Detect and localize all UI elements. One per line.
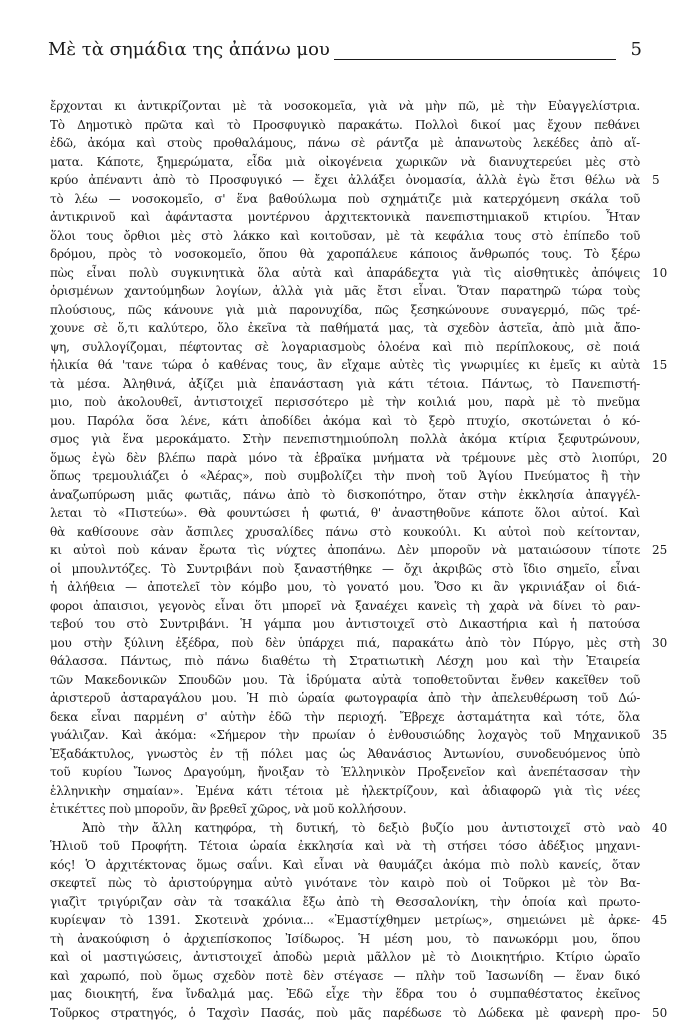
text-line: δρόμου, πρὸς τὸ νοσοκομεῖο, ὅπου θὰ χαροπάλευε κάποιος ἄνθρωπός τους. Τὸ ξέρω xyxy=(50,247,640,261)
text-line: ἀντικρινοῦ καὶ ἀφάνταστα μοντέρνου ἀρχιτεκτονικὰ πανεπιστημιακοῦ κτιρίου. Ἦταν xyxy=(50,210,640,224)
text-line: τὴ ἀνακούφιση ὁ ἀρχιεπίσκοπος Ἰσίδωρος. Ἡ μέση μου, τὸ πανωκόρμι μου, ὅπου xyxy=(50,931,640,946)
text-line: ὁρισμένων χαντούμηδων λογίων, ἀλλὰ γιὰ μᾶς ἔτσι εἶναι. Ὅταν παρατηρῶ τώρα τοὺς xyxy=(50,284,640,298)
line-number: 35 xyxy=(652,728,668,742)
text-line: μιο, ποὺ ἀκολουθεῖ, ἀντιστοιχεῖ περισσότερο μὲ τὴν κοιλιά μου, παρὰ μὲ τὸ πνεῦμα xyxy=(50,395,640,409)
text-line: μας διοικητή, ἕνα ἴνδαλμά μας. Ἐδῶ εἶχε τὴν ἕδρα του ὁ συμπαθέστατος ἐκεῖνος xyxy=(50,987,640,1001)
text-line: μου. Παρόλα ὅσα λένε, κάτι ἀποδίδει ἀκόμα καὶ τὸ ξερὸ πτυχίο, σκοτώνεται ὁ κό- xyxy=(50,413,640,428)
text-line: σκεφτεῖ πὼς τὸ ἀριστούργημα αὐτὸ γινότανε τὸν καιρὸ ποὺ οἱ Τοῦρκοι μὲ τὸν Βα- xyxy=(50,876,640,890)
text-line: τῶν Μακεδονικῶν Σπουδῶν μου. Τὰ ἱδρύματα αὐτὰ τοποθετοῦνται ἔνθεν κακεῖθεν τοῦ xyxy=(50,672,640,687)
header-title: Μὲ τὰ σημάδια της ἀπάνω μου xyxy=(48,38,334,62)
line-number: 25 xyxy=(652,543,668,557)
running-header xyxy=(48,38,642,68)
page-number: 5 xyxy=(630,39,642,60)
text-line: Ἡλιοῦ τοῦ Προφήτη. Τέτοια ὡραία ἐκκλησία καὶ νὰ τὴ στήσει τόσο ἀδέξιος μηχανι- xyxy=(50,839,640,853)
text-line: ψη, συλλογίζομαι, πέφτοντας σὲ λογαριασμοὺς ὁλοένα καὶ πιὸ περίπλοκους, σὲ ποιά xyxy=(50,339,640,354)
text-line: ὅπως τρεμουλιάζει ὁ «Ἀέρας», ποὺ συμβολίζει τὴν πνοὴ τοῦ Ἁγίου Πνεύματος ἢ τὴν xyxy=(50,469,640,483)
line-number: 40 xyxy=(652,820,668,835)
text-line: ἡλικία θά 'τανε τώρα ὁ καθένας τους, ἂν εἴχαμε αὐτὲς τὶς γνωριμίες κι ἐμεῖς κι αὐτὰ xyxy=(50,358,640,372)
line-number: 15 xyxy=(652,358,668,372)
text-line: ματα. Κάποτε, ξημερώματα, εἶδα μιὰ οἰκογένεια χωρικῶν νὰ διανυχτερεύει μὲς στὸ xyxy=(50,154,640,169)
text-line: χουνε σὲ ὅ,τι καλύτερο, ὅλο ἐκεῖνα τὰ παθήματά μας, τὰ σχεδὸν ἀστεῖα, ἀπὸ μιὰ ἄπο- xyxy=(50,321,640,335)
text-line: πὼς εἶναι πολὺ συγκινητικὰ ὅλα αὐτὰ καὶ ἀπαράδεχτα γιὰ τὶς αἰσθητικὲς ἀπόψεις xyxy=(50,265,640,280)
body-text xyxy=(50,97,640,1022)
text-line: ὅλοι τους ὄρθιοι μὲς στὸ λάκκο καὶ κοιτοῦσαν, μὲ τὰ κεφάλια τους στὸ ἐπίπεδο τοῦ xyxy=(50,228,640,243)
text-line: θὰ καθίσουνε σὰν ἄσπιλες χρυσαλίδες πάνω στὸ κουκούλι. Κι αὐτοὶ ποὺ κείτονταν, xyxy=(50,524,640,539)
line-number: 5 xyxy=(652,173,660,187)
line-number: 10 xyxy=(652,265,668,280)
text-line: Τὸ Δημοτικὸ πρῶτα καὶ τὸ Προσφυγικὸ παρακάτω. Πολλοὶ δικοί μας ἔχουν πεθάνει xyxy=(50,117,640,132)
text-line: Ἐξαδάκτυλος, γνωστὸς ἐν τῇ πόλει μας ὡς Ἀθανάσιος Ἀντωνίου, συνοδευόμενος ὑπὸ xyxy=(50,746,640,761)
text-line: δεκα εἶναι παρμένη σ' αὐτὴν ἐδῶ τὴν περιοχή. Ἔβρεχε ἀσταμάτητα καὶ τότε, ὅλα xyxy=(50,709,640,724)
line-number: 45 xyxy=(652,913,668,927)
text-line: οἱ μπουλντόζες. Τὸ Συντριβάνι ποὺ ξαναστήθηκε — ὄχι ἀκριβῶς στὸ ἴδιο σημεῖο, εἶναι xyxy=(50,561,640,576)
text-line: πλούσιους, πῶς κάνουνε γιὰ μιὰ παρονυχίδα, πῶς ξεσηκώνουνε συναγερμό, πῶς τρέ- xyxy=(50,302,640,317)
text-line: κρύο ἀπέναντι ἀπὸ τὸ Προσφυγικό — ἔχει ἀλλάξει ὀνομασία, ἀλλὰ ἐγὼ ἔτσι θέλω νὰ xyxy=(50,173,640,187)
line-number: 20 xyxy=(652,450,668,465)
text-line: ἑλληνικὴν σημαίαν». Ἐμένα κάτι τέτοια μὲ ἠλεκτρίζουν, καὶ ἀδιαφορῶ γιὰ τὶς νέες xyxy=(50,783,640,798)
text-line: λεται τὸ «Πιστεύω». Θὰ φουντώσει ἡ φωτιά, θ' ἀναστηθοῦνε κάποτε ὅλοι αὐτοί. Καὶ xyxy=(50,506,640,520)
text-line: Ἀπὸ τὴν ἄλλη κατηφόρα, τὴ δυτική, τὸ δεξιὸ βυζίο μου ἀντιστοιχεῖ στὸ ναὸ xyxy=(82,820,640,835)
text-line: ἐδῶ, ἀκόμα καὶ στοὺς προθαλάμους, πάνω σὲ ράντζα μὲ ἀπανωτοὺς λεκέδες ἀπὸ αἵ- xyxy=(50,136,640,150)
text-line: Τοῦρκος στρατηγός, ὁ Ταχσὶν Πασάς, ποὺ μᾶς παρέδωσε τὸ Δώδεκα μὲ φανερὴ προ- xyxy=(50,1005,640,1020)
line-number: 50 xyxy=(652,1005,668,1020)
text-line: καὶ χαρωπό, ποὺ ὅμως σχεδὸν ποτὲ δὲν στέγασε — πλὴν τοῦ Ἰασωνίδη — ἕναν δικό xyxy=(50,968,640,983)
text-line: ἀριστεροῦ ἀσταραγάλου μου. Ἡ πιὸ ὡραία φωτογραφία ἀπὸ τὴν ἀπελευθέρωση τοῦ Δώ- xyxy=(50,691,640,705)
text-line: τὰ μέσα. Ἀληθινά, ἀξίζει μιὰ ἐπανάσταση γιὰ κάτι τέτοια. Πάντως, τὸ Πανεπιστή- xyxy=(50,376,640,391)
text-line: ἀναζωπύρωση μιᾶς φωτιᾶς, πάνω ἀπὸ τὸ δισκοπότηρο, ὅταν στὴν ἐκκλησία ἀπαγγέλ- xyxy=(50,487,640,502)
text-line: φοροι ἀπαισιοι, γεγονὸς εἶναι ὅτι μπορεῖ νὰ ξαναέχει κανεὶς τὴ χαρὰ νὰ δίνει τὸ ραν- xyxy=(50,598,640,613)
text-line: θάλασσα. Πάντως, πιὸ πάνω διαθέτω τὴ Στρατιωτικὴ Λέσχη μου καὶ τὴν Ἑταιρεία xyxy=(50,654,640,668)
text-line: κός! Ὁ ἀρχιτέκτονας ὅμως σαΐνι. Καὶ εἶναι νὰ θαυμάζει ἀκόμα πιὸ πολὺ κανείς, ὅταν xyxy=(50,857,640,872)
text-line: γυάλιζαν. Καὶ ἀκόμα: «Σήμερον τὴν πρωίαν ὁ ἐνθουσιώδης λοχαγὸς τοῦ Μηχανικοῦ xyxy=(50,728,640,742)
line-number: 30 xyxy=(652,635,668,650)
text-line: ἔρχονται κι ἀντικρίζονται μὲ τὰ νοσοκομεῖα, γιὰ νὰ μὴν πῶ, μὲ τὴν Εὐαγγελίστρια. xyxy=(50,99,640,113)
text-line: τὸ λέω — νοσοκομεῖο, σ' ἕνα βαθούλωμα ποὺ σχημάτιζε μιὰ κατερχόμενη σκάλα τοῦ xyxy=(50,191,640,206)
text-line: ἡ ἀλήθεια — ἀποτελεῖ τὸν κόμβο μου, τὸ γονατό μου. Ὅσο κι ἂν γκρινιάξαν οἱ διά- xyxy=(50,580,640,594)
text-line: μου στὴν ξύλινη ἐξέδρα, ποὺ δὲν ὑπάρχει πιά, παρακάτω ἀπὸ τὸν Πύργο, μὲς στὴ xyxy=(50,635,640,650)
text-line: ὅμως ἐγὼ δὲν βλέπω παρὰ μόνο τὰ ἑβραϊκα μνήματα νὰ τρέμουνε μὲς στὸ λιοπύρι, xyxy=(50,450,640,465)
text-line: καὶ οἱ μαστιγώσεις, ἀντιστοιχεῖ ἀποδὼ μεριὰ μᾶλλον μὲ τὸ Διοικητήριο. Κτίριο ὡραῖο xyxy=(50,950,640,964)
text-line: τοῦ κυρίου Ἴωνος Δραγούμη, ἤνοιξαν τὸ Ἑλληνικὸν Προξενεῖον καὶ ἀνεπέτασσαν τὴν xyxy=(50,765,640,779)
text-line: γιαζὶτ τριγύριζαν σὰν τὰ τσακάλια ἔξω ἀπὸ τὴ Θεσσαλονίκη, τὴν ὁποία καὶ πρωτο- xyxy=(50,894,640,909)
text-line: τεβού του στὸ Συντριβάνι. Ἡ γάμπα μου ἀντιστοιχεῖ στὸ Δικαστήρια καὶ ἡ πατούσα xyxy=(50,617,640,631)
text-line: κι αὐτοὶ ποὺ κάναν ἔρωτα τὶς νύχτες ἀποπάνω. Δὲν μποροῦν νὰ ματαιώσουν τίποτε xyxy=(50,543,640,557)
text-line: σμος γιὰ ἕνα μεροκάματο. Στὴν πενεπιστημιούπολη πολλὰ ἀκόμα κτίρια ξεφυτρώνουν, xyxy=(50,432,640,446)
text-line: κυρίεψαν τὸ 1391. Σκοτεινὰ χρόνια... «Ἐμαστίχθημεν μετρίως», σημειώνει μὲ ἀρκε- xyxy=(50,913,640,927)
text-line: ἐτικέττες ποὺ μποροῦν, ἂν βρεθεῖ χῶρος, νὰ μοῦ κολλήσουν. xyxy=(50,802,407,816)
